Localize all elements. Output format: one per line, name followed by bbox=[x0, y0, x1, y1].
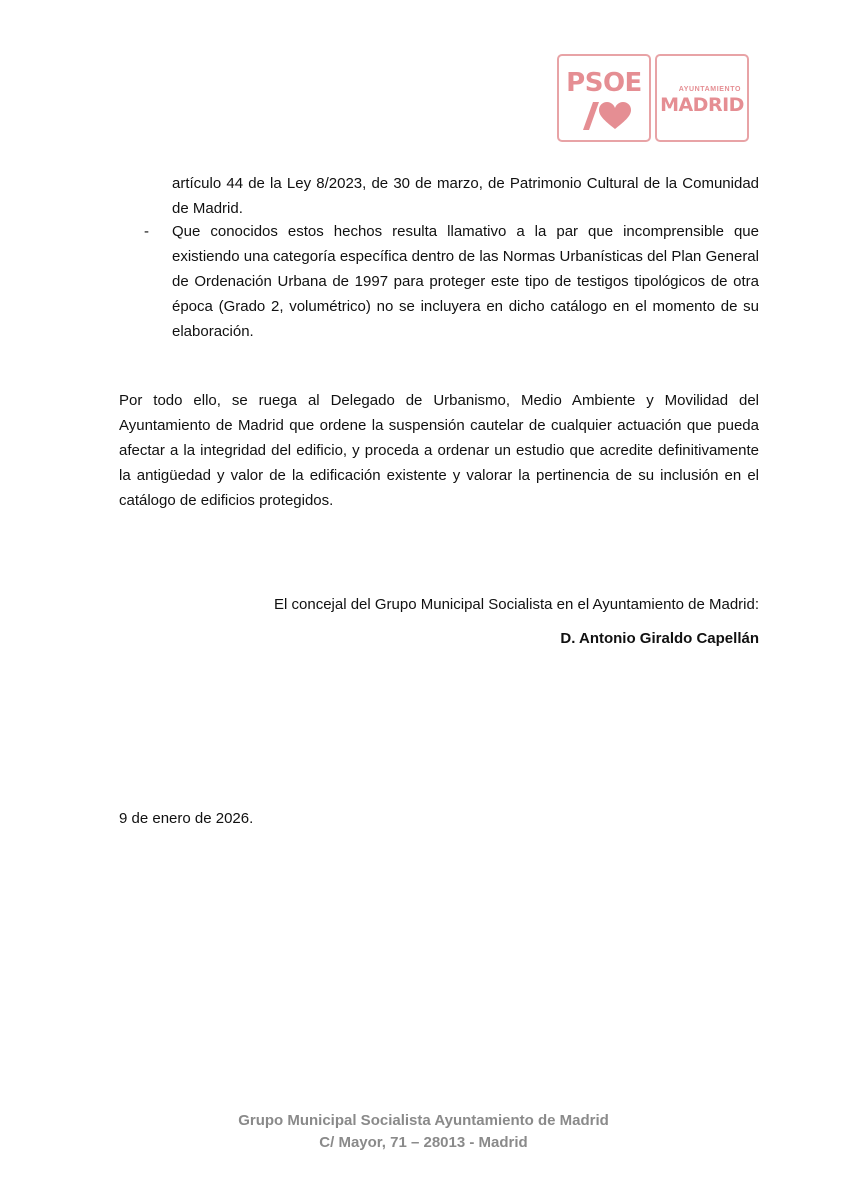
ayuntamiento-logo-text: AYUNTAMIENTO bbox=[678, 86, 741, 93]
madrid-logo-text: MADRID bbox=[660, 94, 744, 116]
footer-group-name: Grupo Municipal Socialista Ayuntamiento de Madrid bbox=[238, 1112, 609, 1129]
signature-role: El concejal del Grupo Municipal Socialista en el Ayuntamiento de Madrid: bbox=[274, 596, 759, 613]
document-date: 9 de enero de 2026. bbox=[119, 810, 254, 827]
psoe-logo bbox=[557, 54, 651, 142]
bullet-marker: - bbox=[144, 223, 149, 240]
ayuntamiento-madrid-logo bbox=[655, 54, 749, 142]
psoe-slash-heart-icon bbox=[577, 100, 631, 132]
bullet-list-item: Que conocidos estos hechos resulta llamativo a la par que incomprensible que existiendo una categoría específica dentro de las Normas Urbanísticas del Plan General de Ordenación Urbana de 1997 para proteger este tipo de testigos tipológicos de otra época (Grado 2, volumétrico) no se incluyera en dicho catálogo en el momento de su elaboración. bbox=[172, 223, 759, 340]
footer-address: C/ Mayor, 71 – 28013 - Madrid bbox=[319, 1134, 528, 1151]
request-paragraph: Por todo ello, se ruega al Delegado de Urbanismo, Medio Ambiente y Movilidad del Ayuntamiento de Madrid que ordene la suspensión cautelar de cualquier actuación que pueda afectar a la integridad del edificio, y proceda a ordenar un estudio que acredite definitivamente la antigüedad y valor de la edificación existente y valorar la pertinencia de su inclusión en el catálogo de edificios protegidos. bbox=[119, 392, 759, 509]
psoe-logo-text: PSOE bbox=[566, 68, 642, 98]
signature-name: D. Antonio Giraldo Capellán bbox=[560, 630, 759, 647]
continued-list-item: artículo 44 de la Ley 8/2023, de 30 de marzo, de Patrimonio Cultural de la Comunidad de Madrid. bbox=[172, 175, 759, 217]
